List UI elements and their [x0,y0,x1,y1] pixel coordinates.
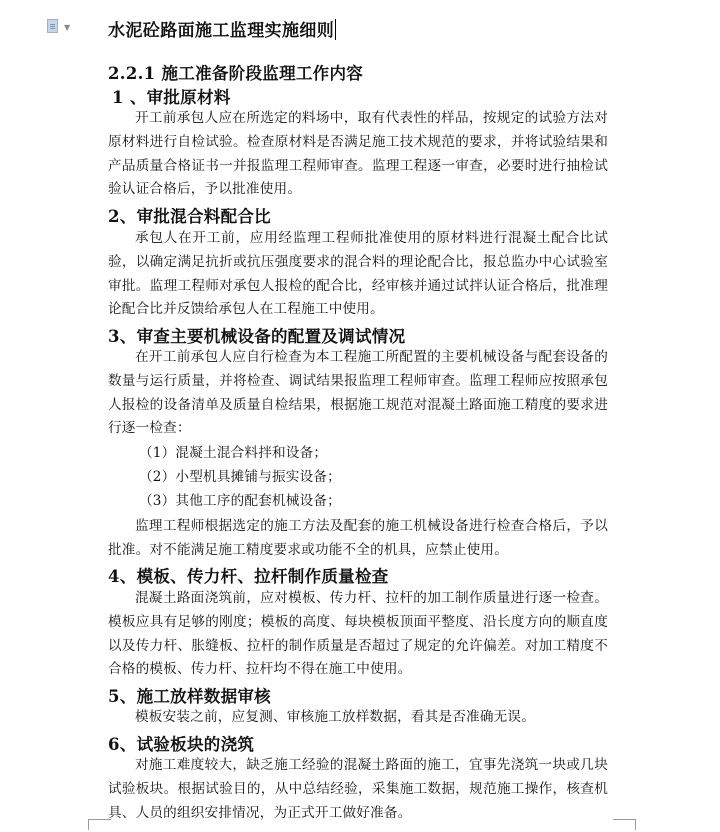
heading-3: 3、审查主要机械设备的配置及调试情况 [108,327,406,346]
paragraph-3: 在开工前承包人应自行检查为本工程施工所配置的主要机械设备与配套设备的数量与运行质量，并将检查、调试结果报监理工程师审查。监理工程师应按照承包人报检的设备清单及质量自检结果，根据施工规范对混凝土路面施工精度的要求进行逐一检查： [108,349,608,437]
heading-2: 2、审批混合料配合比 [108,207,271,226]
page-margin-marker-right [613,819,636,830]
paragraph-6: 对施工难度较大，缺乏施工经验的混凝土路面的施工，宜事先浇筑一块或几块试验板块。根据试验目的，从中总结经验，采集施工数据，规范施工操作，核查机具、人员的组织安排情况，为正式开工做好准备。 [108,757,608,821]
list-item-3: （3）其他工序的配套机械设备； [139,493,341,509]
paragraph-3-closing: 监理工程师根据选定的施工方法及配套的施工机械设备进行检查合格后，予以批准。对不能满足施工精度要求或功能不全的机具，应禁止使用。 [108,518,608,558]
heading-4: 4、模板、传力杆、拉杆制作质量检查 [108,567,389,586]
paragraph-4: 混凝土路面浇筑前，应对模板、传力杆、拉杆的加工制作质量进行逐一检查。模板应具有足够的刚度；模板的高度、每块模板顶面平整度、沿长度方向的顺直度以及传力杆、胀缝板、拉杆的制作质量是否超过了规定的允许偏差。对加工精度不合格的模板、传力杆、拉杆均不得在施工中使用。 [108,590,608,678]
section-heading: 2.2.1 施工准备阶段监理工作内容 [108,64,364,83]
paragraph-1: 开工前承包人应在所选定的料场中，取有代表性的样品，按规定的试验方法对原材料进行自检试验。检查原材料是否满足施工技术规范的要求，并将试验结果和产品质量合格证书一并报监理工程师审查。监理工程逐一审查，必要时进行抽检试验认证合格后，予以批准使用。 [108,110,608,198]
document-icon[interactable] [47,19,77,35]
paragraph-2: 承包人在开工前，应用经监理工程师批准使用的原材料进行混凝土配合比试验，以确定满足抗折或抗压强度要求的混合料的理论配合比，报总监办中心试验室审批。监理工程师对承包人报检的配合比，经审核并通过试拌认证合格后，批准理论配合比并反馈给承包人在工程施工中使用。 [108,230,608,318]
heading-5: 5、施工放样数据审核 [108,687,271,706]
heading-6: 6、试验板块的浇筑 [108,735,255,754]
document-title[interactable]: 水泥砼路面施工监理实施细则 [108,21,335,41]
chevron-down-icon[interactable]: ▼ [64,23,71,32]
list-item-2: （2）小型机具摊铺与振实设备； [139,469,341,485]
text-cursor [335,19,336,40]
document-sheet-icon [47,19,58,33]
list-item-1: （1）混凝土混合料拌和设备； [139,445,328,461]
paragraph-5: 模板安装之前，应复测、审核施工放样数据，看其是否准确无误。 [135,709,536,725]
heading-1: 1 、审批原材料 [112,88,231,107]
